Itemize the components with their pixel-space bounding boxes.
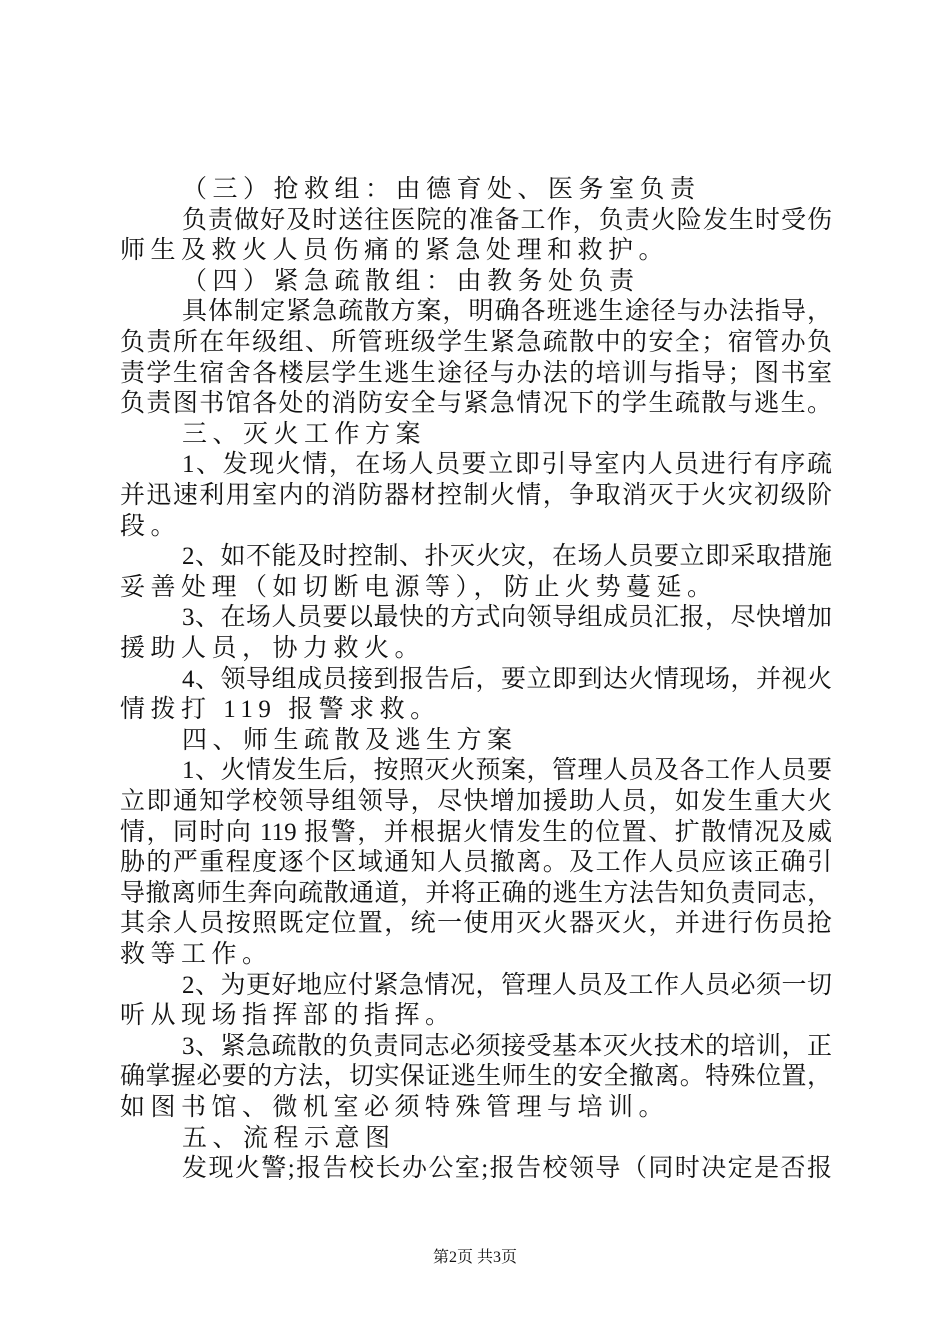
text-line: 三、灭火工作方案: [182, 420, 427, 448]
text-line: 胁的严重程度逐个区域通知人员撤离。及工作人员应该正确引: [120, 849, 832, 877]
text-line: 1、火情发生后，按照灭火预案，管理人员及各工作人员要: [182, 757, 832, 785]
text-line: 其余人员按照既定位置，统一使用灭火器灭火，并进行伤员抢: [120, 910, 832, 938]
text-line: 发现火警;报告校长办公室;报告校领导（同时决定是否报: [182, 1155, 832, 1183]
page-footer: 第2页 共3页: [432, 1249, 517, 1266]
text-line: 负责所在年级组、所管班级学生紧急疏散中的安全；宿管办负: [120, 329, 832, 356]
text-line: 3、紧急疏散的负责同志必须接受基本灭火技术的培训，正: [182, 1032, 832, 1060]
text-line: 3、在场人员要以最快的方式向领导组成员汇报，尽快增加: [182, 604, 832, 632]
text-line: 情拨打 119 报警求救。: [120, 696, 441, 724]
text-line: （三）抢救组：由德育处、医务室负责: [182, 176, 701, 203]
text-line: 确掌握必要的方法，切实保证逃生师生的安全撤离。特殊位置，: [120, 1063, 832, 1091]
text-line: 四、师生疏散及逃生方案: [182, 726, 518, 754]
text-line: 救等工作。: [120, 941, 273, 968]
text-line: 妥善处理（如切断电源等），防止火势蔓延。: [120, 573, 718, 601]
text-line: （四）紧急疏散组：由教务处负责: [182, 267, 640, 295]
text-line: 负责图书馆各处的消防安全与紧急情况下的学生疏散与逃生。: [120, 390, 832, 418]
text-line: 师生及救火人员伤痛的紧急处理和救护。: [120, 237, 670, 265]
text-line: 2、为更好地应付紧急情况，管理人员及工作人员必须一切: [182, 971, 832, 999]
text-line: 1、发现火情，在场人员要立即引导室内人员进行有序疏: [182, 451, 832, 479]
text-line: 4、领导组成员接到报告后，要立即到达火情现场，并视火: [182, 665, 832, 693]
text-line: 2、如不能及时控制、扑灭火灾，在场人员要立即采取措施: [182, 543, 832, 571]
text-line: 段。: [120, 512, 182, 540]
text-line: 听从现场指挥部的指挥。: [120, 1002, 456, 1030]
text-line: 如图书馆、微机室必须特殊管理与培训。: [120, 1094, 670, 1121]
text-line: 具体制定紧急疏散方案，明确各班逃生途径与办法指导，: [182, 298, 832, 326]
text-line: 援助人员，协力救火。: [120, 635, 426, 662]
text-line: 情，同时向 119 报警，并根据火情发生的位置、扩散情况及威: [120, 818, 832, 846]
text-line: 并迅速利用室内的消防器材控制火情，争取消灭于火灾初级阶: [120, 482, 832, 509]
text-line: 负责做好及时送往医院的准备工作，负责火险发生时受伤: [182, 206, 832, 234]
text-line: 立即通知学校领导组领导，尽快增加援助人员，如发生重大火: [120, 788, 832, 815]
text-line: 五、流程示意图: [182, 1124, 396, 1152]
text-line: 责学生宿舍各楼层学生逃生途径与办法的培训与指导；图书室: [120, 359, 832, 387]
text-line: 导撤离师生奔向疏散通道，并将正确的逃生方法告知负责同志，: [120, 879, 832, 907]
